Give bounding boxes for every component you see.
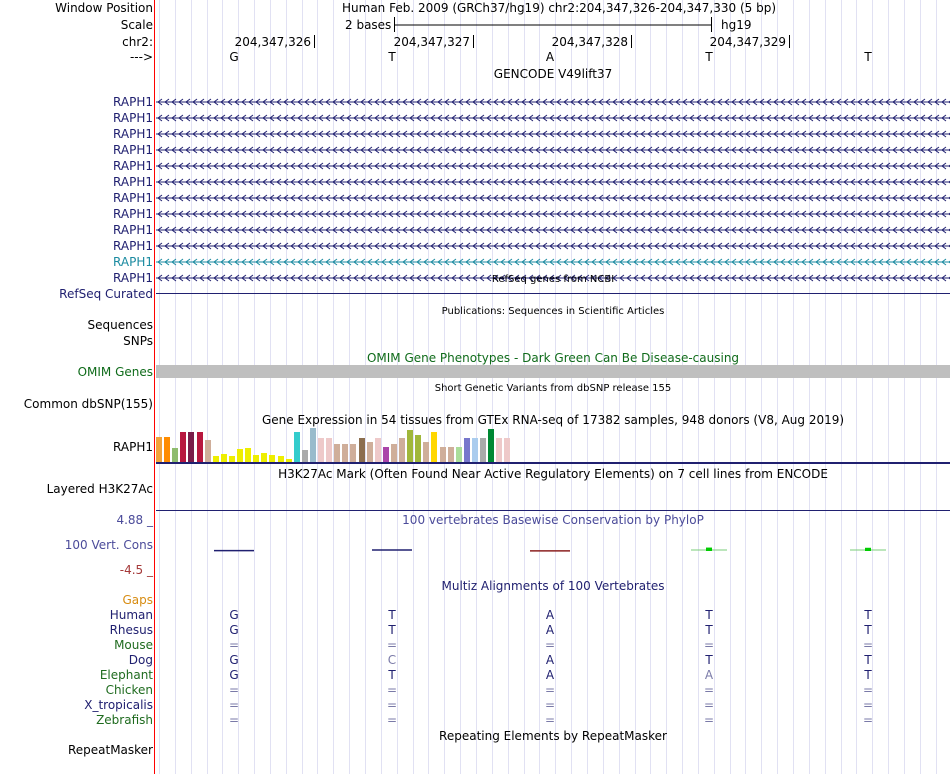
- multiz-base: =: [228, 638, 240, 652]
- ruler-base: T: [864, 50, 872, 64]
- gtex-tissue-bar[interactable]: [237, 449, 243, 462]
- gencode-transcript-label[interactable]: RAPH1: [113, 239, 153, 253]
- multiz-base: =: [386, 638, 398, 652]
- gtex-tissue-bar[interactable]: [415, 435, 421, 462]
- repeatmasker-track-label[interactable]: RepeatMasker: [67, 743, 153, 757]
- gencode-transcript-line[interactable]: [156, 160, 950, 172]
- multiz-species-label[interactable]: Chicken: [105, 683, 153, 697]
- scale-text: 2 bases: [345, 18, 392, 32]
- gencode-transcript-label[interactable]: RAPH1: [113, 223, 153, 237]
- ruler-base: A: [545, 50, 555, 64]
- ruler-base: T: [388, 50, 396, 64]
- ruler-base: T: [705, 50, 713, 64]
- multiz-base: T: [705, 623, 713, 637]
- multiz-species-label[interactable]: X_tropicalis: [84, 698, 153, 712]
- multiz-base: T: [705, 608, 713, 622]
- publications-track-title: Publications: Sequences in Scientific Articles: [441, 306, 665, 317]
- ruler-tick: [314, 35, 315, 48]
- gtex-tissue-bar[interactable]: [472, 438, 478, 462]
- gencode-transcript-label[interactable]: RAPH1: [113, 127, 153, 141]
- omim-track-title: OMIM Gene Phenotypes - Dark Green Can Be Disease-causing: [366, 351, 740, 365]
- gtex-tissue-bar[interactable]: [269, 455, 275, 462]
- gtex-tissue-bar[interactable]: [294, 432, 300, 462]
- gencode-transcript-line[interactable]: [156, 144, 950, 156]
- gtex-track-label[interactable]: RAPH1: [113, 440, 153, 454]
- gtex-tissue-bar[interactable]: [261, 453, 267, 462]
- gencode-transcript-label[interactable]: RAPH1: [113, 271, 153, 285]
- multiz-base: T: [388, 608, 396, 622]
- snps-track-label[interactable]: SNPs: [123, 334, 153, 348]
- strand-label: --->: [129, 50, 153, 64]
- gencode-transcript-line[interactable]: [156, 176, 950, 188]
- dbsnp-track-label[interactable]: Common dbSNP(155): [23, 397, 153, 411]
- gencode-transcript-label[interactable]: RAPH1: [113, 191, 153, 205]
- cons-track-label[interactable]: 100 Vert. Cons: [64, 538, 153, 552]
- gtex-tissue-bar[interactable]: [180, 432, 186, 462]
- gtex-tissue-bar[interactable]: [359, 438, 365, 462]
- multiz-base: =: [862, 698, 874, 712]
- gtex-tissue-bar[interactable]: [172, 448, 178, 462]
- cons-scale-min-label: -4.5 _: [119, 563, 153, 577]
- track-data-area[interactable]: [156, 0, 950, 774]
- multiz-base: =: [703, 638, 715, 652]
- multiz-base: A: [545, 653, 555, 667]
- ruler-tick: [789, 35, 790, 48]
- gencode-transcript-label[interactable]: RAPH1: [113, 159, 153, 173]
- gencode-transcript-line[interactable]: [156, 256, 950, 268]
- multiz-species-label[interactable]: Elephant: [99, 668, 153, 682]
- multiz-base: T: [864, 623, 872, 637]
- gtex-tissue-bar[interactable]: [423, 442, 429, 462]
- omim-track-label[interactable]: OMIM Genes: [77, 365, 153, 379]
- sequences-track-label[interactable]: Sequences: [87, 318, 153, 332]
- gtex-tissue-bar[interactable]: [350, 444, 356, 462]
- gtex-tissue-bar[interactable]: [480, 438, 486, 462]
- multiz-species-label[interactable]: Mouse: [114, 638, 153, 652]
- multiz-base: T: [864, 608, 872, 622]
- gencode-transcript-line[interactable]: [156, 224, 950, 236]
- omim-gene-bar[interactable]: [156, 365, 950, 378]
- scale-label: Scale: [120, 18, 153, 32]
- ruler-position-label: 204,347,326: [234, 35, 311, 49]
- cons-value-mark[interactable]: [706, 548, 712, 551]
- multiz-base: G: [229, 608, 239, 622]
- multiz-base: G: [229, 623, 239, 637]
- multiz-base: G: [229, 653, 239, 667]
- multiz-base: =: [228, 683, 240, 697]
- multiz-base: =: [703, 698, 715, 712]
- ruler-position-label: 204,347,328: [551, 35, 628, 49]
- ruler-base: G: [229, 50, 239, 64]
- gtex-tissue-bar[interactable]: [253, 455, 259, 462]
- gencode-transcript-label[interactable]: RAPH1: [113, 175, 153, 189]
- multiz-base: A: [545, 623, 555, 637]
- gencode-transcript-line[interactable]: [156, 112, 950, 124]
- gtex-tissue-bar[interactable]: [448, 447, 454, 462]
- multiz-base: =: [544, 638, 556, 652]
- ruler-position-label: 204,347,327: [393, 35, 470, 49]
- multiz-base: =: [862, 638, 874, 652]
- cons-scale-max-label: 4.88 _: [116, 513, 153, 527]
- multiz-base: A: [545, 608, 555, 622]
- gtex-tissue-bar[interactable]: [318, 438, 324, 462]
- gtex-tissue-bar[interactable]: [245, 448, 251, 462]
- multiz-base: =: [862, 683, 874, 697]
- multiz-base: A: [545, 668, 555, 682]
- multiz-track-title: Multiz Alignments of 100 Vertebrates: [441, 579, 665, 593]
- gencode-transcript-label[interactable]: RAPH1: [113, 111, 153, 125]
- repeatmasker-track-title: Repeating Elements by RepeatMasker: [439, 729, 667, 743]
- multiz-species-label[interactable]: Dog: [128, 653, 153, 667]
- gtex-tissue-bar[interactable]: [205, 440, 211, 462]
- multiz-base: =: [703, 713, 715, 727]
- gtex-tissue-bar[interactable]: [188, 432, 194, 462]
- gencode-transcript-line[interactable]: [156, 240, 950, 252]
- multiz-base: =: [386, 713, 398, 727]
- multiz-species-label[interactable]: Rhesus: [109, 623, 153, 637]
- gtex-tissue-bar[interactable]: [197, 432, 203, 462]
- multiz-species-label[interactable]: Zebrafish: [96, 713, 153, 727]
- multiz-base: =: [544, 713, 556, 727]
- gencode-transcript-line[interactable]: [156, 208, 950, 220]
- ruler-position-label: 204,347,329: [709, 35, 786, 49]
- label-divider: [154, 0, 155, 774]
- gtex-tissue-bar[interactable]: [302, 450, 308, 462]
- chrom-label: chr2:: [122, 35, 153, 49]
- cons-value-mark[interactable]: [865, 548, 871, 551]
- gtex-tissue-bar[interactable]: [440, 447, 446, 462]
- multiz-base: =: [228, 698, 240, 712]
- gencode-track-title: GENCODE V49lift37: [493, 67, 613, 81]
- multiz-species-label[interactable]: Human: [109, 608, 153, 622]
- multiz-base: T: [388, 668, 396, 682]
- multiz-base: T: [864, 668, 872, 682]
- gencode-transcript-line[interactable]: [156, 192, 950, 204]
- gtex-tissue-bar[interactable]: [488, 429, 494, 462]
- gtex-tissue-bar[interactable]: [156, 437, 162, 462]
- h3k27ac-signal-line: [156, 510, 950, 511]
- gtex-tissue-bar[interactable]: [367, 442, 373, 462]
- gencode-transcript-line[interactable]: [156, 96, 950, 108]
- multiz-base: =: [386, 698, 398, 712]
- gencode-transcript-label[interactable]: RAPH1: [113, 255, 153, 269]
- multiz-base: =: [386, 683, 398, 697]
- multiz-base: =: [544, 683, 556, 697]
- h3k27ac-track-label[interactable]: Layered H3K27Ac: [46, 482, 153, 496]
- multiz-base: T: [388, 623, 396, 637]
- gtex-tissue-bar[interactable]: [399, 438, 405, 462]
- gencode-transcript-label[interactable]: RAPH1: [113, 143, 153, 157]
- gtex-tissue-bar[interactable]: [310, 428, 316, 462]
- gtex-track-title: Gene Expression in 54 tissues from GTEx RNA-seq of 17382 samples, 948 donors (V8, Aug 2019): [261, 413, 845, 427]
- multiz-base: C: [387, 653, 397, 667]
- gtex-tissue-bar[interactable]: [342, 444, 348, 462]
- gaps-label: Gaps: [122, 593, 153, 607]
- h3k27ac-track-title: H3K27Ac Mark (Often Found Near Active Regulatory Elements) on 7 cell lines from ENCODE: [278, 467, 828, 481]
- multiz-base: T: [864, 653, 872, 667]
- dbsnp-track-title: Short Genetic Variants from dbSNP release 155: [434, 383, 672, 394]
- scale-assembly: hg19: [721, 18, 752, 32]
- gencode-transcript-line[interactable]: [156, 128, 950, 140]
- multiz-base: =: [703, 683, 715, 697]
- gtex-tissue-bar[interactable]: [391, 444, 397, 462]
- gtex-tissue-bar[interactable]: [407, 430, 413, 462]
- window-position-label: Window Position: [55, 1, 153, 15]
- gtex-tissue-bar[interactable]: [504, 438, 510, 462]
- gtex-tissue-bar[interactable]: [431, 432, 437, 462]
- gtex-tissue-bar[interactable]: [456, 447, 462, 462]
- gtex-tissue-bar[interactable]: [383, 447, 389, 462]
- gencode-transcript-label[interactable]: RAPH1: [113, 207, 153, 221]
- refseq-gene-line[interactable]: [156, 293, 950, 294]
- refseq-track-title: RefSeq genes from NCBI: [491, 274, 615, 285]
- multiz-base: T: [705, 653, 713, 667]
- gtex-tissue-bar[interactable]: [164, 437, 170, 462]
- gtex-tissue-bar[interactable]: [326, 438, 332, 462]
- gtex-tissue-bar[interactable]: [464, 438, 470, 462]
- multiz-base: A: [704, 668, 714, 682]
- multiz-base: =: [544, 698, 556, 712]
- gtex-tissue-bar[interactable]: [375, 438, 381, 462]
- multiz-base: G: [229, 668, 239, 682]
- gtex-baseline: [156, 462, 950, 464]
- cons-track-title: 100 vertebrates Basewise Conservation by PhyloP: [402, 513, 704, 527]
- gtex-tissue-bar[interactable]: [221, 454, 227, 462]
- gencode-transcript-label[interactable]: RAPH1: [113, 95, 153, 109]
- conservation-plot[interactable]: [156, 530, 950, 570]
- multiz-base: =: [228, 713, 240, 727]
- ruler-tick: [473, 35, 474, 48]
- gtex-tissue-bar[interactable]: [496, 438, 502, 462]
- multiz-base: =: [862, 713, 874, 727]
- ruler-tick: [631, 35, 632, 48]
- window-position-value: Human Feb. 2009 (GRCh37/hg19) chr2:204,347,326-204,347,330 (5 bp): [342, 1, 777, 15]
- gtex-tissue-bar[interactable]: [334, 444, 340, 462]
- refseq-track-label[interactable]: RefSeq Curated: [59, 287, 153, 301]
